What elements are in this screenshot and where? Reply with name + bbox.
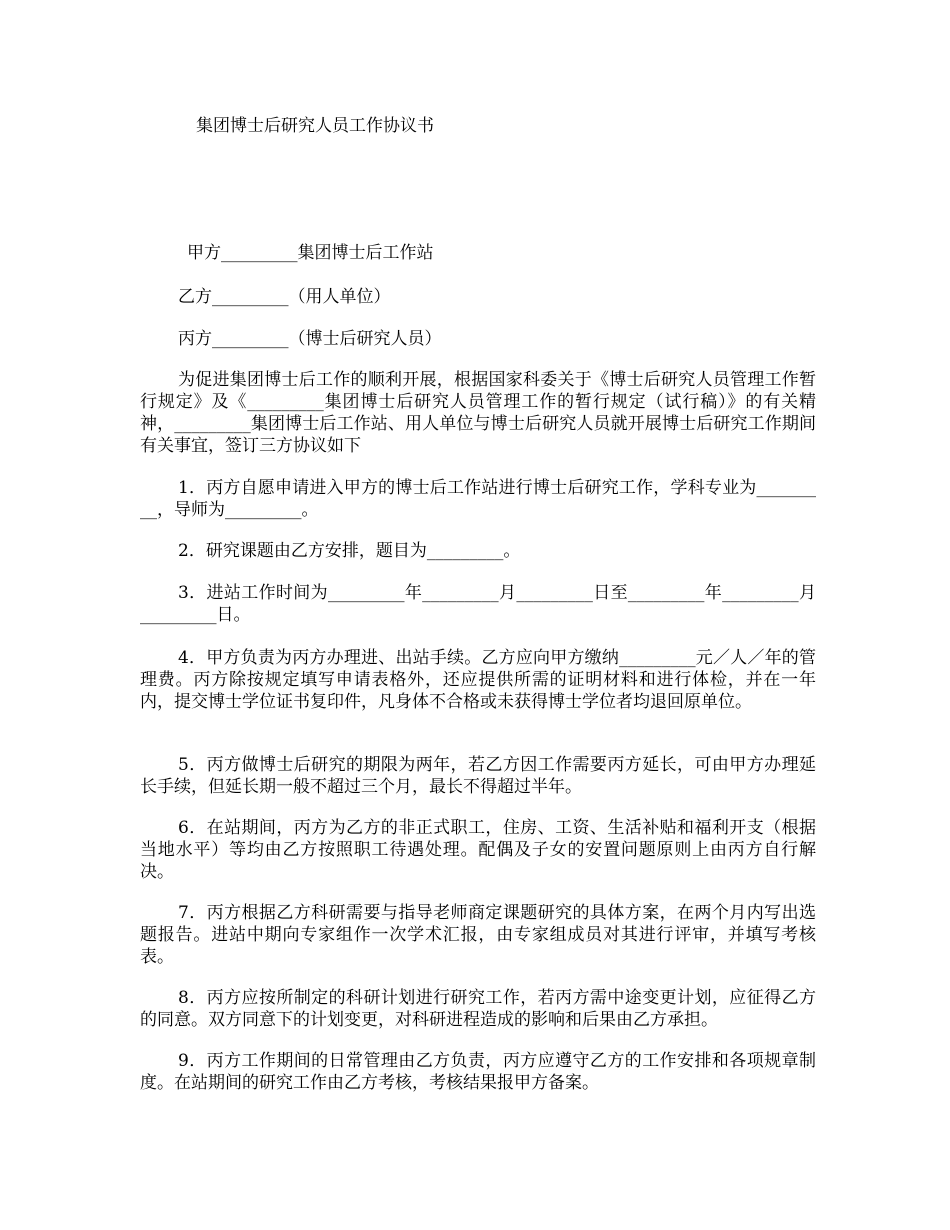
clause-9: 9．丙方工作期间的日常管理由乙方负责，丙方应遵守乙方的工作安排和各项规章制度。在站期间的研究工作由乙方考核，考核结果报甲方备案。 (140, 1051, 816, 1093)
clause-6: 6．在站期间，丙方为乙方的非正式职工，住房、工资、生活补贴和福利开支（根据当地水平）等均由乙方按照职工待遇处理。配偶及子女的安置问题原则上由丙方自行解决。 (140, 818, 816, 882)
clause-4: 4．甲方负责为丙方办理进、出站手续。乙方应向甲方缴纳_________元／人／年的管理费。丙方除按规定填写申请表格外，还应提供所需的证明材料和进行体检，并在一年内，提交博士学位证书复印件，凡身体不合格或未获得博士学位者均退回原单位。 (140, 648, 816, 712)
clause-1: 1．丙方自愿申请进入甲方的博士后工作站进行博士后研究工作，学科专业为_________，导师为_________。 (140, 478, 816, 520)
intro-paragraph: 为促进集团博士后工作的顺利开展，根据国家科委关于《博士后研究人员管理工作暂行规定》及《_________集团博士后研究人员管理工作的暂行规定（试行稿）》的有关精神，_________集团博士后工作站、用人单位与博士后研究人员就开展博士后研究工作期间有关事宜，签订三方协议如下 (140, 370, 816, 456)
clause-3: 3．进站工作时间为_________年_________月_________日至_________年_________月_________日。 (140, 583, 816, 625)
party-c-line: 丙方_________（博士后研究人员） (178, 329, 442, 349)
clause-8: 8．丙方应按所制定的科研计划进行研究工作，若丙方需中途变更计划，应征得乙方的同意。双方同意下的计划变更，对科研进程造成的影响和后果由乙方承担。 (140, 988, 816, 1030)
party-b-line: 乙方_________（用人单位） (178, 287, 391, 307)
clause-2: 2．研究课题由乙方安排，题目为_________。 (178, 541, 521, 561)
party-a-line: 甲方_________集团博士后工作站 (187, 243, 434, 263)
clause-5: 5．丙方做博士后研究的期限为两年，若乙方因工作需要丙方延长，可由甲方办理延长手续，但延长期一般不超过三个月，最长不得超过半年。 (140, 755, 816, 797)
document-title: 集团博士后研究人员工作协议书 (196, 116, 434, 136)
clause-7: 7．丙方根据乙方科研需要与指导老师商定课题研究的具体方案，在两个月内写出选题报告。进站中期向专家组作一次学术汇报，由专家组成员对其进行评审，并填写考核表。 (140, 903, 816, 967)
